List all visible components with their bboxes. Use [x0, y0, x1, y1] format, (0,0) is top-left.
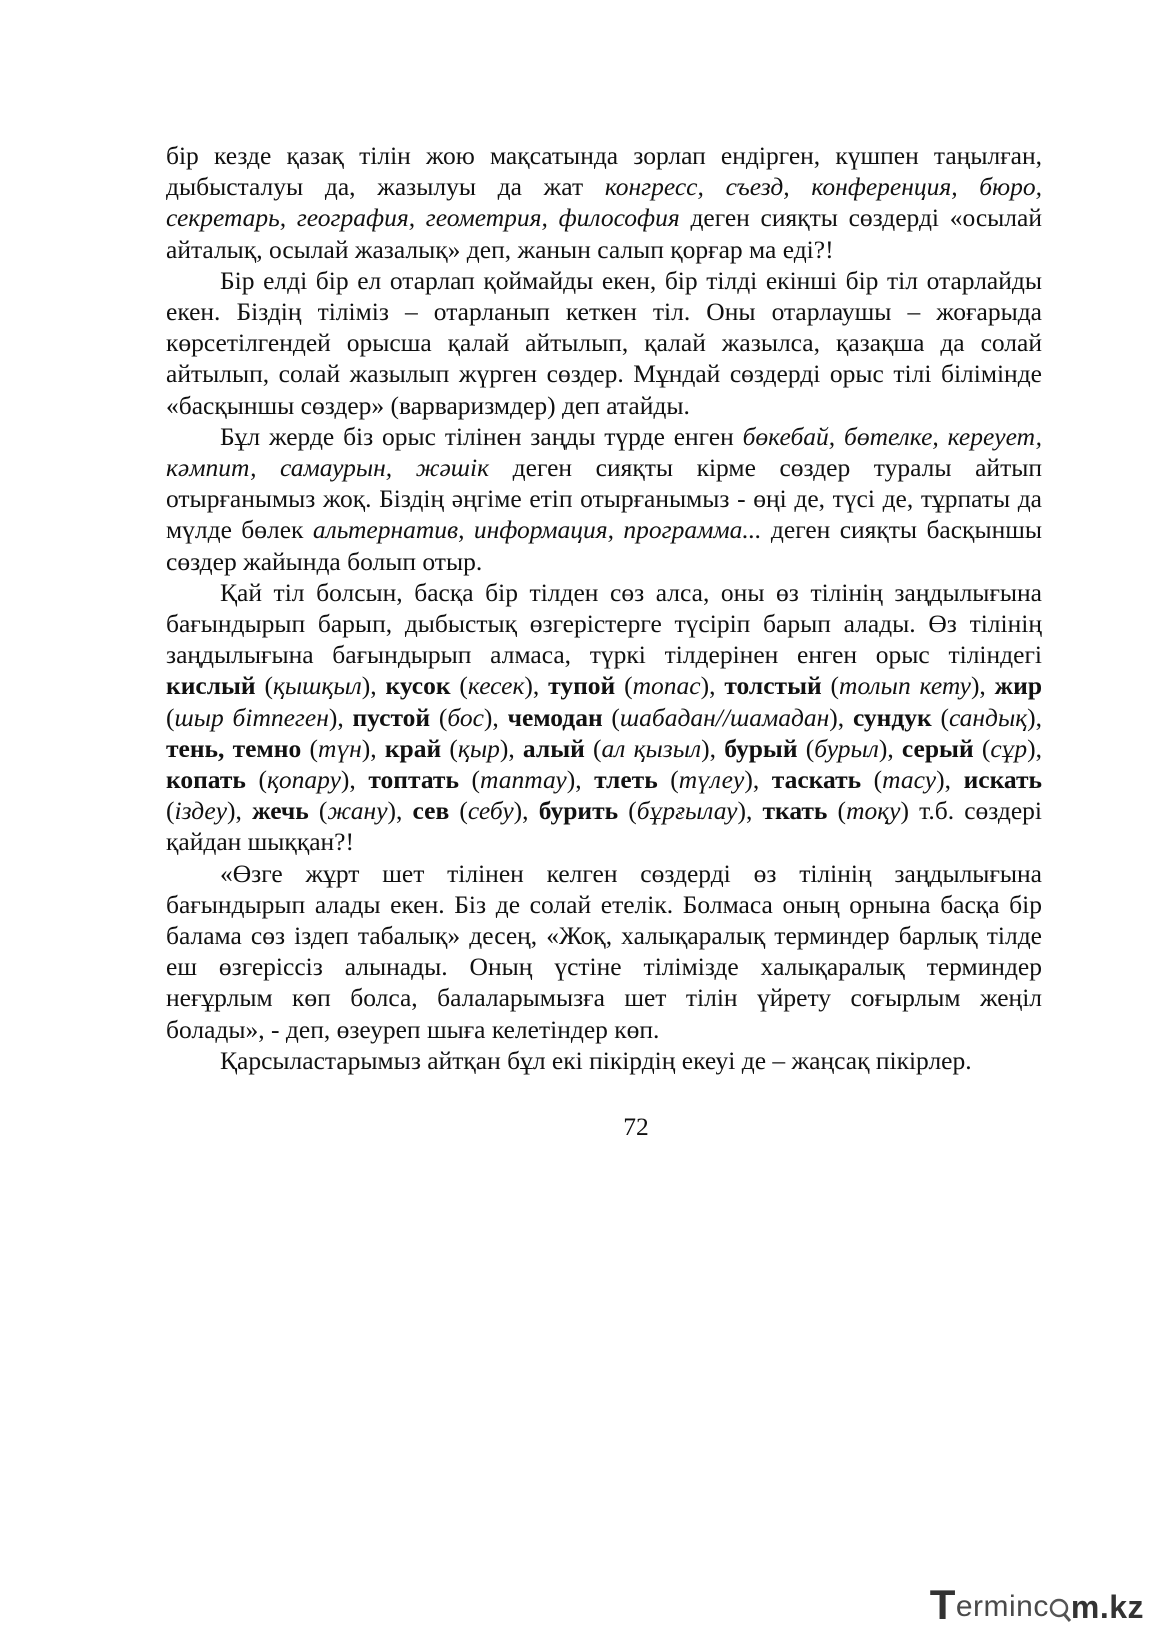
text-run: ), [340, 765, 369, 795]
text-run: ), [1027, 733, 1043, 763]
text-run: ), [737, 796, 763, 826]
magnifier-o-icon [1049, 1593, 1071, 1621]
text-run: ), [970, 671, 995, 701]
bold-term: бурить [538, 796, 619, 826]
italic-term: бөкебай, бөтелке, кереует, кәмпит, самаурын, жәшік [166, 421, 1043, 483]
text-run: деген сияқты кірме сөздер туралы айтып отырғанымыз жоқ. Біздің әңгіме етіп отырғанымыз - өңі де, түсі де, тұрпаты да мүлде бөлек [166, 453, 1042, 545]
italic-term: бос [447, 702, 484, 732]
text-run: бір кезде қазақ тілін жою мақсатында зорлап ендірген, күшпен таңылған, дыбысталуы да, жазылуы да жат [166, 141, 1042, 202]
paragraph [166, 265, 1042, 421]
text-run: ( [450, 671, 468, 701]
text-run: ( [166, 702, 175, 732]
italic-term: іздеу [174, 796, 228, 826]
text-run: ( [245, 765, 267, 795]
bold-term: сундук [852, 702, 932, 732]
italic-term: бурыл [814, 733, 879, 763]
text-run: ), [227, 796, 253, 826]
italic-term: таптау [480, 765, 567, 795]
text-run: деген сияқты сөздерді «осылай айталық, осылай жазалық» деп, жанын салып қорғар ма еді?! [166, 203, 1042, 264]
text-run: ( [931, 702, 949, 732]
italic-term: қопару [266, 765, 341, 795]
text-run: ( [618, 796, 637, 826]
bold-term: жечь [252, 796, 309, 826]
text-run: ( [166, 796, 175, 826]
text-run: ( [602, 702, 620, 732]
text-run: ), [361, 733, 385, 763]
text-run: ), [701, 733, 725, 763]
italic-term: конгресс, съезд, конференция, бюро, секретарь, география, геометрия, философия [166, 172, 1042, 233]
watermark-text-1: ermin [955, 1590, 1034, 1623]
bold-term: кислый [166, 671, 256, 701]
watermark-text-2: c [1033, 1590, 1049, 1623]
bold-term: искать [963, 765, 1042, 795]
italic-term: тасу [882, 765, 937, 795]
text-run: ), [744, 765, 772, 795]
italic-term: сұр [990, 733, 1028, 763]
text-run: ( [973, 733, 991, 763]
text-run: ), [387, 796, 413, 826]
text-run: ( [797, 733, 815, 763]
italic-term: себу [467, 796, 514, 826]
italic-term: түн [317, 733, 362, 763]
text-run: ( [308, 796, 328, 826]
bold-term: чемодан [507, 702, 603, 732]
bold-term: толстый [724, 671, 822, 701]
bold-term: бурый [724, 733, 798, 763]
text-run: Бұл жерде біз орыс тілінен заңды түрде енген [220, 421, 743, 451]
text-run: ( [821, 671, 840, 701]
document-body [166, 140, 1042, 1076]
italic-term: шабадан//шамадан [619, 702, 830, 732]
watermark-text-3: m.kz [1070, 1588, 1144, 1625]
bold-term: топтать [368, 765, 459, 795]
paragraph [166, 577, 1042, 858]
text-run: ( [301, 733, 318, 763]
text-run: «Өзге жұрт шет тілінен келген сөздерді өз тілінің заңдылығына бағындырып алады екен. Біз де солай етелік. Болмаса оның орнына басқа бір балама сөз іздеп табалық» десең, «Жоқ, халықаралық терминдер барлық тілде еш өзгеріссіз алынады. Оның үстіне тілімізде халықаралық терминдер неғұрлым көп болса, балаларымызға шет тілін үйрету соғырлым жеңіл болады», - деп, өзеуреп шыға келетіндер көп. [166, 858, 1042, 1044]
text-run: Қарсыластарымыз айтқан бұл екі пікірдің екеуі де – жаңсақ пікірлер. [220, 1045, 972, 1075]
text-run: ), [483, 702, 508, 732]
italic-term: тоқу [846, 796, 901, 826]
bold-term: тупой [548, 671, 616, 701]
text-run: ), [513, 796, 539, 826]
italic-term: ал қызыл [601, 733, 702, 763]
text-run: ( [449, 796, 468, 826]
bold-term: жир [994, 671, 1043, 701]
text-run: ( [861, 765, 883, 795]
paragraph [166, 858, 1042, 1045]
text-run: ( [458, 765, 481, 795]
text-run: ) т.б. сөздері қайдан шыққан?! [166, 796, 1043, 857]
italic-term: жану [327, 796, 388, 826]
italic-term: кесек [467, 671, 525, 701]
text-run: ), [936, 765, 964, 795]
text-run: ), [1027, 702, 1043, 732]
italic-term: қыр [457, 733, 500, 763]
bold-term: алый [522, 733, 585, 763]
text-run: ), [524, 671, 549, 701]
bold-term: край [384, 733, 442, 763]
bold-term: тлеть [594, 765, 658, 795]
text-run: Бір елді бір ел отарлап қоймайды екен, бір тілді екінші бір тіл отарлайды екен. Біздің тіліміз – отарланып кеткен тіл. Оны отарлаушы – жоғарыда көрсетілгендей орысша қалай айтылып, қалай жазылса, қазақша да солай айтылып, солай жазылып жүрген сөздер. Мұндай сөздерді орыс тілі білімінде «басқыншы сөздер» (варваризмдер) деп атайды. [166, 265, 1042, 420]
bold-term: ткать [762, 796, 828, 826]
text-run: деген сияқты басқыншы сөздер жайында болып отыр. [166, 515, 1042, 576]
paragraph [166, 421, 1042, 577]
text-run: ), [700, 671, 725, 701]
text-run: ), [829, 702, 853, 732]
italic-term: шыр бітпеген [174, 702, 329, 732]
bold-term: кусок [385, 671, 451, 701]
text-run: ( [827, 796, 847, 826]
text-run: Қай тіл болсын, басқа бір тілден сөз алса, оны өз тілінің заңдылығына бағындырып барып, дыбыстық өзгерістерге түсіріп барып алады. Өз тілінің заңдылығына бағындырып алмаса, түркі тілдерінен енген орыс тіліндегі [166, 577, 1042, 670]
text-run: ), [566, 765, 595, 795]
text-run: ), [878, 733, 902, 763]
text-run: ), [499, 733, 523, 763]
text-run: ( [657, 765, 679, 795]
text-run: ( [255, 671, 273, 701]
text-run: ( [441, 733, 458, 763]
text-run: ( [615, 671, 633, 701]
bold-term: пустой [352, 702, 431, 732]
bold-term: копать [166, 765, 246, 795]
italic-term: сандық [948, 702, 1028, 732]
bold-term: серый [901, 733, 974, 763]
watermark-letter-t: T [929, 1581, 956, 1628]
italic-term: қышқыл [272, 671, 362, 701]
page-number: 72 [623, 1112, 649, 1141]
bold-term: тень, темно [166, 733, 302, 763]
italic-term: альтернатив, информация, программа... [312, 515, 762, 545]
italic-term: түлеу [678, 765, 745, 795]
text-run: ( [430, 702, 448, 732]
italic-term: толып кету [839, 671, 971, 701]
bold-term: таскать [771, 765, 862, 795]
paragraph [166, 140, 1042, 265]
text-run: ( [584, 733, 602, 763]
paragraph [166, 1045, 1042, 1076]
bold-term: сев [412, 796, 450, 826]
italic-term: бұрғылау [636, 796, 738, 826]
watermark-logo [929, 1581, 1144, 1629]
text-run: ), [361, 671, 386, 701]
italic-term: топас [632, 671, 701, 701]
text-run: ), [328, 702, 353, 732]
